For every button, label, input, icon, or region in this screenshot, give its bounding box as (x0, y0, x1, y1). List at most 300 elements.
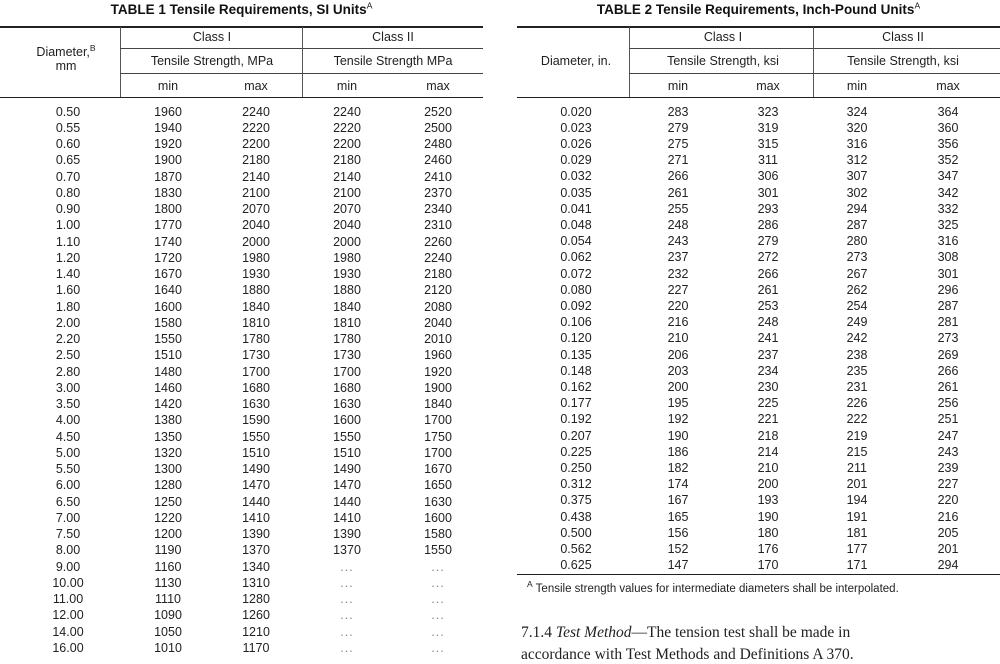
table-1-cell-class-1-max: 2140 (242, 169, 270, 184)
table-2-cell-class-2-min: 249 (846, 314, 868, 329)
table-1-cell-class-1-max: 1780 (242, 331, 270, 346)
table-2-cell-class-2-min: 181 (846, 525, 868, 540)
table-2-cell-class-1-min: 165 (667, 509, 689, 524)
table-1-cell-class-2-min: ... (340, 608, 354, 622)
table-2-cell-diameter: 0.092 (560, 298, 592, 313)
table-1-cell-class-1-min: 1720 (154, 250, 182, 265)
table-2-cell-class-1-max: 190 (757, 509, 779, 524)
table-1-diameter-unit: mm (55, 59, 77, 73)
table-2-cell-class-1-min: 182 (667, 460, 689, 475)
table-1-cell-class-1-max: 2100 (242, 185, 270, 200)
table-1-cell-class-2-max: 1900 (424, 380, 452, 395)
table-1-cell-class-1-max: 1280 (242, 591, 270, 606)
table-1-cell-class-2-min: ... (340, 575, 354, 590)
section-heading: Test Method (555, 624, 632, 641)
table-1-cell-diameter: 5.50 (55, 461, 81, 476)
table-2-cell-class-1-max: 286 (757, 217, 779, 232)
table-1-class-1-min-header: min (157, 78, 179, 93)
table-1-cell-class-2-min: 1510 (333, 445, 361, 460)
table-1-cell-diameter: 12.00 (52, 608, 84, 622)
table-1-cell-class-2-max: ... (431, 591, 445, 606)
table-2-cell-class-1-min: 152 (667, 541, 689, 556)
table-2-divider (629, 27, 630, 97)
table-2-cell-class-2-min: 254 (846, 298, 868, 313)
table-2-cell-class-2-max: 256 (937, 395, 959, 410)
table-2-cell-class-2-max: 347 (937, 169, 959, 184)
table-1-cell-class-1-min: 1110 (155, 591, 181, 606)
table-2-strength-1-header: Tensile Strength, ksi (667, 53, 779, 68)
table-2-title (517, 2, 1000, 17)
table-1-cell-class-1-max: 1260 (242, 608, 270, 622)
table-2-cell-class-1-min: 243 (667, 233, 689, 248)
table-1-cell-class-2-min: ... (340, 559, 354, 574)
table-1-cell-class-2-max: 2260 (424, 234, 452, 249)
table-2-cell-class-2-min: 324 (846, 104, 868, 119)
table-2-cell-class-2-min: 201 (846, 476, 868, 491)
table-1-divider (120, 27, 121, 97)
table-1-cell-class-2-max: 1670 (424, 461, 452, 476)
table-1-cell-diameter: 0.55 (55, 120, 81, 135)
table-2-cell-diameter: 0.135 (560, 347, 592, 362)
table-2-cell-class-2-min: 211 (847, 460, 867, 475)
table-1-cell-class-2-max: ... (431, 624, 445, 639)
table-1-cell-class-2-max: 1630 (424, 494, 452, 509)
table-2-cell-class-2-max: 247 (937, 428, 959, 443)
table-1-cell-class-2-max: ... (431, 575, 445, 590)
table-1-cell-class-2-min: 1730 (333, 348, 361, 362)
table-2-cell-diameter: 0.048 (560, 217, 592, 232)
table-1-cell-diameter: 2.80 (55, 364, 81, 379)
table-2-cell-class-1-max: 311 (758, 152, 778, 167)
table-2-cell-diameter: 0.080 (560, 282, 592, 297)
table-2-cell-diameter: 0.148 (560, 363, 592, 378)
table-1-cell-diameter: 10.00 (52, 575, 84, 590)
table-1-cell-class-1-max: 1440 (242, 494, 270, 509)
table-2-cell-class-2-max: 301 (937, 266, 959, 281)
table-1-header-bottom-rule (0, 97, 483, 98)
table-1-cell-diameter: 16.00 (52, 640, 84, 655)
table-2-cell-class-1-min: 232 (667, 266, 689, 281)
table-1-cell-class-2-min: 1700 (333, 364, 361, 379)
table-1-cell-class-2-min: 2000 (333, 234, 361, 249)
table-2-cell-class-2-min: 226 (846, 395, 868, 410)
table-1-cell-class-1-max: 2220 (242, 120, 270, 135)
table-1-cell-class-1-max: 2200 (242, 136, 270, 151)
table-1-cell-class-1-max: 1490 (242, 461, 270, 476)
table-2-cell-class-2-max: 287 (937, 298, 959, 313)
table-2-cell-class-2-min: 280 (846, 233, 868, 248)
table-1-title (0, 2, 483, 17)
table-1-class-2-max-header: max (426, 78, 450, 93)
table-1-cell-class-2-min: 1810 (333, 315, 361, 330)
table-1-cell-class-2-max: 2080 (424, 299, 452, 314)
table-1-cell-class-1-min: 1640 (154, 283, 182, 297)
table-2-cell-class-2-max: 266 (937, 363, 959, 378)
table-1-cell-class-1-min: 1480 (154, 364, 182, 379)
section-text-line-2: accordance with Test Methods and Definitions A 370. (521, 646, 854, 663)
table-2-cell-class-2-min: 316 (846, 136, 868, 151)
table-2-cell-class-1-min: 255 (667, 201, 689, 216)
table-2-cell-class-2-min: 267 (846, 266, 868, 281)
table-2-cell-class-2-min: 222 (846, 412, 868, 427)
table-1-cell-class-1-max: 1730 (242, 348, 270, 362)
table-1-cell-class-1-max: 1410 (242, 510, 270, 525)
table-2-cell-class-1-max: 214 (757, 444, 779, 459)
table-2-cell-class-2-min: 191 (846, 509, 868, 524)
table-1-cell-class-1-max: 1980 (242, 250, 270, 265)
table-2-cell-class-1-min: 206 (667, 347, 689, 362)
table-1-title-footnote-mark: A (366, 0, 373, 11)
table-1-cell-class-2-max: 2120 (424, 283, 452, 297)
table-1-cell-class-1-max: 1370 (242, 543, 270, 557)
table-1-cell-class-1-min: 1770 (154, 218, 182, 232)
table-2-cell-class-2-min: 262 (846, 282, 868, 297)
table-2-cell-class-1-max: 301 (757, 185, 779, 200)
table-1-cell-class-1-min: 1830 (154, 185, 182, 200)
table-1-cell-class-2-max: 2180 (424, 266, 452, 281)
table-2-cell-class-1-max: 225 (757, 395, 779, 410)
table-1-top-rule (0, 26, 483, 28)
table-2-cell-class-2-min: 273 (846, 250, 868, 265)
table-1-cell-class-1-max: 2180 (242, 153, 270, 167)
table-1-cell-class-1-min: 1090 (154, 608, 182, 622)
footnote-mark: A (527, 579, 533, 590)
table-1-cell-class-1-max: 2240 (242, 104, 270, 119)
table-1-cell-class-1-max: 1210 (242, 624, 270, 639)
table-1-cell-diameter: 0.50 (55, 104, 81, 119)
table-1-cell-class-1-min: 1350 (154, 429, 182, 444)
table-2-footnote (527, 579, 899, 595)
table-1-cell-class-2-min: 1550 (333, 429, 361, 444)
table-1-cell-class-1-max: 1680 (242, 380, 270, 395)
table-2-cell-class-2-max: 220 (937, 493, 959, 508)
table-1-cell-class-1-max: 1840 (242, 299, 270, 314)
table-1-cell-class-1-min: 1940 (154, 120, 182, 135)
table-1-cell-diameter: 3.00 (55, 380, 81, 395)
table-2-class-1-max-header: max (756, 78, 780, 93)
table-1-cell-diameter: 6.00 (55, 478, 81, 492)
table-2-strength-2-header: Tensile Strength, ksi (847, 53, 959, 68)
table-2-cell-class-1-max: 170 (757, 557, 779, 572)
table-2-class-1-min-header: min (667, 78, 689, 93)
table-2-cell-class-1-max: 234 (757, 363, 779, 378)
table-2-cell-class-1-max: 193 (757, 493, 779, 508)
table-2 (517, 0, 1000, 659)
table-1-cell-class-1-min: 1200 (154, 526, 182, 541)
table-2-cell-class-2-max: 316 (937, 233, 959, 248)
table-1-cell-diameter: 2.20 (55, 331, 81, 346)
table-1-cell-class-2-min: 1680 (333, 380, 361, 395)
table-2-cell-class-1-max: 241 (757, 331, 779, 346)
table-2-class-2-max-header: max (936, 78, 960, 93)
table-1-cell-diameter: 1.80 (55, 299, 81, 314)
table-2-cell-diameter: 0.041 (560, 201, 592, 216)
table-1-cell-diameter: 9.00 (55, 559, 81, 574)
table-1-cell-class-1-max: 1550 (242, 429, 270, 444)
table-1-cell-class-2-max: 2240 (424, 250, 452, 265)
table-1-cell-class-2-min: 1880 (333, 283, 361, 297)
table-1-cell-diameter: 5.00 (55, 445, 81, 460)
table-2-cell-class-2-max: 356 (937, 136, 959, 151)
table-1-cell-class-1-max: 1340 (242, 559, 270, 574)
table-1-diameter-header (36, 42, 96, 73)
table-1-cell-class-1-min: 1190 (154, 543, 182, 557)
table-1-cell-class-2-min: 1840 (333, 299, 361, 314)
table-1-cell-class-1-max: 1170 (242, 640, 270, 655)
table-2-cell-class-2-max: 294 (937, 557, 959, 572)
table-1-strength-2-header: Tensile Strength MPa (333, 53, 453, 68)
table-2-cell-class-1-max: 248 (757, 314, 779, 329)
table-2-cell-diameter: 0.120 (560, 331, 592, 346)
table-1-cell-class-1-max: 2000 (242, 234, 270, 249)
table-2-cell-class-1-min: 248 (667, 217, 689, 232)
table-1-cell-class-2-max: 1960 (424, 348, 452, 362)
table-1-cell-class-2-max: 1580 (424, 526, 452, 541)
table-2-cell-class-2-min: 320 (846, 120, 868, 135)
table-1-cell-class-1-min: 1550 (154, 331, 182, 346)
table-1-cell-class-2-min: 2180 (333, 153, 361, 167)
table-1-cell-diameter: 1.40 (55, 266, 81, 281)
table-1-cell-class-1-min: 1220 (154, 510, 182, 525)
table-1-cell-class-2-max: 2310 (424, 218, 452, 232)
table-2-cell-class-1-min: 275 (667, 136, 689, 151)
table-2-cell-class-2-max: 239 (937, 460, 959, 475)
table-1-cell-class-1-min: 1320 (154, 445, 182, 460)
table-1-cell-class-2-min: 1490 (333, 461, 361, 476)
table-2-cell-diameter: 0.029 (560, 152, 592, 167)
table-2-cell-class-1-min: 192 (667, 412, 689, 427)
table-2-cell-class-2-max: 360 (937, 120, 959, 135)
table-2-cell-diameter: 0.207 (560, 428, 592, 443)
table-2-cell-diameter: 0.026 (560, 136, 592, 151)
table-1-cell-diameter: 4.00 (55, 413, 81, 427)
table-2-cell-class-1-min: 227 (667, 282, 689, 297)
table-2-cell-class-2-max: 308 (937, 250, 959, 265)
table-1-cell-class-1-min: 1870 (154, 169, 182, 184)
table-2-cell-class-1-min: 220 (667, 298, 689, 313)
table-2-cell-class-2-min: 177 (846, 541, 868, 556)
section-number: 7.1.4 (521, 624, 552, 641)
table-2-cell-class-2-min: 294 (846, 201, 868, 216)
table-1-cell-class-2-min: 1980 (333, 250, 361, 265)
table-1-class-2-min-header: min (336, 78, 358, 93)
table-2-cell-class-1-max: 323 (757, 104, 779, 119)
table-1-cell-diameter: 3.50 (55, 396, 81, 411)
table-1-class-1-max-header: max (244, 78, 268, 93)
table-1-cell-class-2-min: 1630 (333, 396, 361, 411)
table-2-cell-class-1-min: 167 (667, 493, 689, 508)
table-1-cell-class-1-max: 2070 (242, 201, 270, 216)
table-1-cell-diameter: 1.10 (55, 234, 81, 249)
table-1-class-1-header: Class I (192, 29, 232, 44)
table-2-cell-class-1-min: 200 (667, 379, 689, 394)
table-2-cell-class-1-max: 230 (757, 379, 779, 394)
table-2-cell-class-2-min: 242 (846, 331, 868, 346)
table-2-cell-diameter: 0.020 (560, 104, 592, 119)
table-1-cell-diameter: 0.65 (55, 153, 81, 167)
table-2-title-text: TABLE 2 Tensile Requirements, Inch-Pound Units (596, 2, 915, 17)
table-2-cell-class-1-min: 203 (667, 363, 689, 378)
table-2-cell-class-2-min: 238 (846, 347, 868, 362)
table-2-cell-diameter: 0.500 (560, 525, 592, 540)
table-1-cell-diameter: 1.60 (55, 283, 81, 297)
table-2-cell-class-2-max: 352 (937, 152, 959, 167)
table-2-cell-class-1-max: 261 (757, 282, 779, 297)
table-2-cell-diameter: 0.023 (560, 120, 592, 135)
table-1-cell-class-2-min: 2240 (333, 104, 361, 119)
table-1-cell-diameter: 2.50 (55, 348, 81, 362)
table-1-cell-class-2-max: 2340 (424, 201, 452, 216)
table-2-cell-class-1-min: 261 (667, 185, 689, 200)
table-1-cell-class-1-min: 1160 (154, 559, 182, 574)
table-1-cell-diameter: 8.00 (55, 543, 81, 557)
table-1-cell-class-1-min: 1670 (154, 266, 182, 281)
table-1-cell-class-2-min: 1600 (333, 413, 361, 427)
table-1-cell-class-2-min: 2220 (333, 120, 361, 135)
table-2-cell-class-1-min: 266 (667, 169, 689, 184)
table-1-cell-class-1-min: 1130 (154, 575, 182, 590)
table-2-cell-class-1-min: 210 (667, 331, 689, 346)
table-2-bottom-rule (517, 574, 1000, 575)
table-1-cell-class-2-max: 2460 (424, 153, 452, 167)
table-2-cell-diameter: 0.562 (560, 541, 592, 556)
table-2-class-2-header: Class II (882, 29, 924, 44)
table-2-cell-class-1-max: 200 (757, 476, 779, 491)
table-2-cell-class-2-max: 201 (937, 541, 959, 556)
table-2-cell-class-2-min: 302 (846, 185, 868, 200)
table-2-cell-class-1-max: 218 (757, 428, 779, 443)
table-1-cell-class-2-min: 1780 (333, 331, 361, 346)
table-1-cell-class-2-min: 1410 (333, 510, 361, 525)
table-1-cell-diameter: 2.00 (55, 315, 81, 330)
table-2-cell-diameter: 0.054 (560, 233, 592, 248)
table-1-cell-class-2-max: 1750 (424, 429, 452, 444)
table-2-cell-class-1-min: 283 (667, 104, 689, 119)
table-2-cell-class-1-min: 195 (667, 395, 689, 410)
table-2-cell-diameter: 0.438 (560, 509, 592, 524)
table-1-cell-diameter: 11.00 (52, 591, 84, 606)
table-2-cell-class-2-min: 171 (846, 557, 868, 572)
table-1-cell-class-1-min: 1460 (154, 380, 182, 395)
table-2-cell-diameter: 0.250 (560, 460, 592, 475)
table-1-cell-class-1-min: 1800 (154, 201, 182, 216)
table-2-cell-class-2-max: 273 (937, 331, 959, 346)
table-1-cell-class-2-min: 2200 (333, 136, 361, 151)
table-1-cell-class-1-min: 1280 (154, 478, 182, 492)
table-1-cell-class-2-min: 1390 (333, 526, 361, 541)
table-2-cell-class-2-max: 332 (937, 201, 959, 216)
table-1-cell-class-2-min: 1440 (333, 494, 361, 509)
table-2-cell-class-1-max: 279 (757, 233, 779, 248)
table-1-cell-class-2-max: 2480 (424, 136, 452, 151)
table-2-cell-class-1-min: 279 (667, 120, 689, 135)
table-2-cell-diameter: 0.162 (560, 379, 592, 394)
table-2-cell-class-1-min: 147 (667, 557, 689, 572)
table-1-cell-diameter: 1.00 (55, 218, 81, 232)
table-1-cell-class-1-min: 1920 (154, 136, 182, 151)
table-2-cell-class-2-max: 227 (937, 476, 959, 491)
table-2-cell-class-1-min: 156 (667, 525, 689, 540)
table-2-cell-diameter: 0.032 (560, 169, 592, 184)
table-2-cell-class-1-min: 186 (667, 444, 689, 459)
table-1-cell-class-1-max: 1810 (242, 315, 270, 330)
table-2-cell-class-2-min: 231 (846, 379, 868, 394)
table-1-cell-diameter: 7.00 (55, 510, 81, 525)
table-1-cell-diameter: 1.20 (55, 250, 81, 265)
table-2-cell-class-2-max: 296 (937, 282, 959, 297)
table-2-cell-diameter: 0.177 (560, 395, 592, 410)
table-1-cell-class-2-max: ... (431, 608, 445, 622)
table-2-cell-class-1-min: 174 (667, 476, 689, 491)
table-1-header-rule-2 (120, 73, 483, 74)
table-2-class-2-min-header: min (846, 78, 868, 93)
table-1-cell-class-1-min: 1740 (154, 234, 182, 249)
table-1-title-text: TABLE 1 Tensile Requirements, SI Units (110, 2, 367, 17)
table-1-cell-class-1-max: 1390 (242, 526, 270, 541)
table-2-cell-diameter: 0.072 (560, 266, 592, 281)
table-1-cell-diameter: 0.70 (55, 169, 81, 184)
table-2-cell-class-2-min: 235 (846, 363, 868, 378)
table-2-cell-diameter: 0.035 (560, 185, 592, 200)
table-2-cell-class-2-min: 312 (846, 152, 868, 167)
table-2-cell-class-1-max: 319 (757, 120, 779, 135)
table-2-cell-diameter: 0.225 (560, 444, 592, 459)
table-1-cell-class-2-max: ... (431, 640, 445, 655)
table-1-cell-diameter: 0.60 (55, 136, 81, 151)
table-2-cell-class-1-min: 271 (667, 152, 689, 167)
section-paragraph (521, 624, 993, 642)
table-2-cell-diameter: 0.192 (560, 412, 592, 427)
table-1-cell-class-1-min: 1250 (154, 494, 182, 509)
table-2-cell-class-1-min: 216 (667, 314, 689, 329)
table-2-cell-class-2-min: 194 (846, 493, 868, 508)
table-1-cell-class-2-max: 1840 (424, 396, 452, 411)
table-1-cell-class-2-max: 2520 (424, 104, 452, 119)
table-1-cell-class-2-min: 1470 (333, 478, 361, 492)
table-1-cell-class-2-max: 2370 (424, 185, 452, 200)
table-1-cell-diameter: 0.80 (55, 185, 81, 200)
table-1-cell-class-2-max: 2040 (424, 315, 452, 330)
table-1-cell-class-1-max: 1470 (242, 478, 270, 492)
table-2-cell-class-2-max: 205 (937, 525, 959, 540)
table-1-cell-class-2-min: ... (340, 640, 354, 655)
table-1-cell-diameter: 4.50 (55, 429, 81, 444)
table-1-cell-class-1-max: 1510 (242, 445, 270, 460)
table-2-cell-class-2-max: 281 (937, 314, 959, 329)
table-1-cell-diameter: 6.50 (55, 494, 81, 509)
table-2-cell-class-2-min: 215 (846, 444, 868, 459)
table-2-cell-class-2-max: 325 (937, 217, 959, 232)
table-1-class-2-header: Class II (372, 29, 414, 44)
table-1-cell-class-2-min: 2140 (333, 169, 361, 184)
table-1-cell-class-2-max: 1700 (424, 445, 452, 460)
table-1-cell-class-2-max: 1920 (424, 364, 452, 379)
table-2-cell-class-1-max: 180 (757, 525, 779, 540)
table-2-cell-class-1-max: 272 (757, 250, 779, 265)
table-2-cell-class-1-max: 293 (757, 201, 779, 216)
table-2-cell-class-2-max: 243 (937, 444, 959, 459)
table-2-cell-class-1-max: 253 (757, 298, 779, 313)
table-2-cell-diameter: 0.625 (560, 557, 592, 572)
table-2-cell-class-2-max: 342 (937, 185, 959, 200)
table-1-cell-class-2-min: 2100 (333, 185, 361, 200)
table-2-cell-class-1-max: 237 (757, 347, 779, 362)
table-2-header-rule-1 (629, 48, 1000, 49)
table-2-cell-class-1-max: 315 (757, 136, 779, 151)
table-1-cell-class-1-max: 1310 (242, 575, 270, 590)
table-1-cell-class-2-max: 2410 (424, 169, 452, 184)
table-1-class-divider (302, 27, 303, 97)
